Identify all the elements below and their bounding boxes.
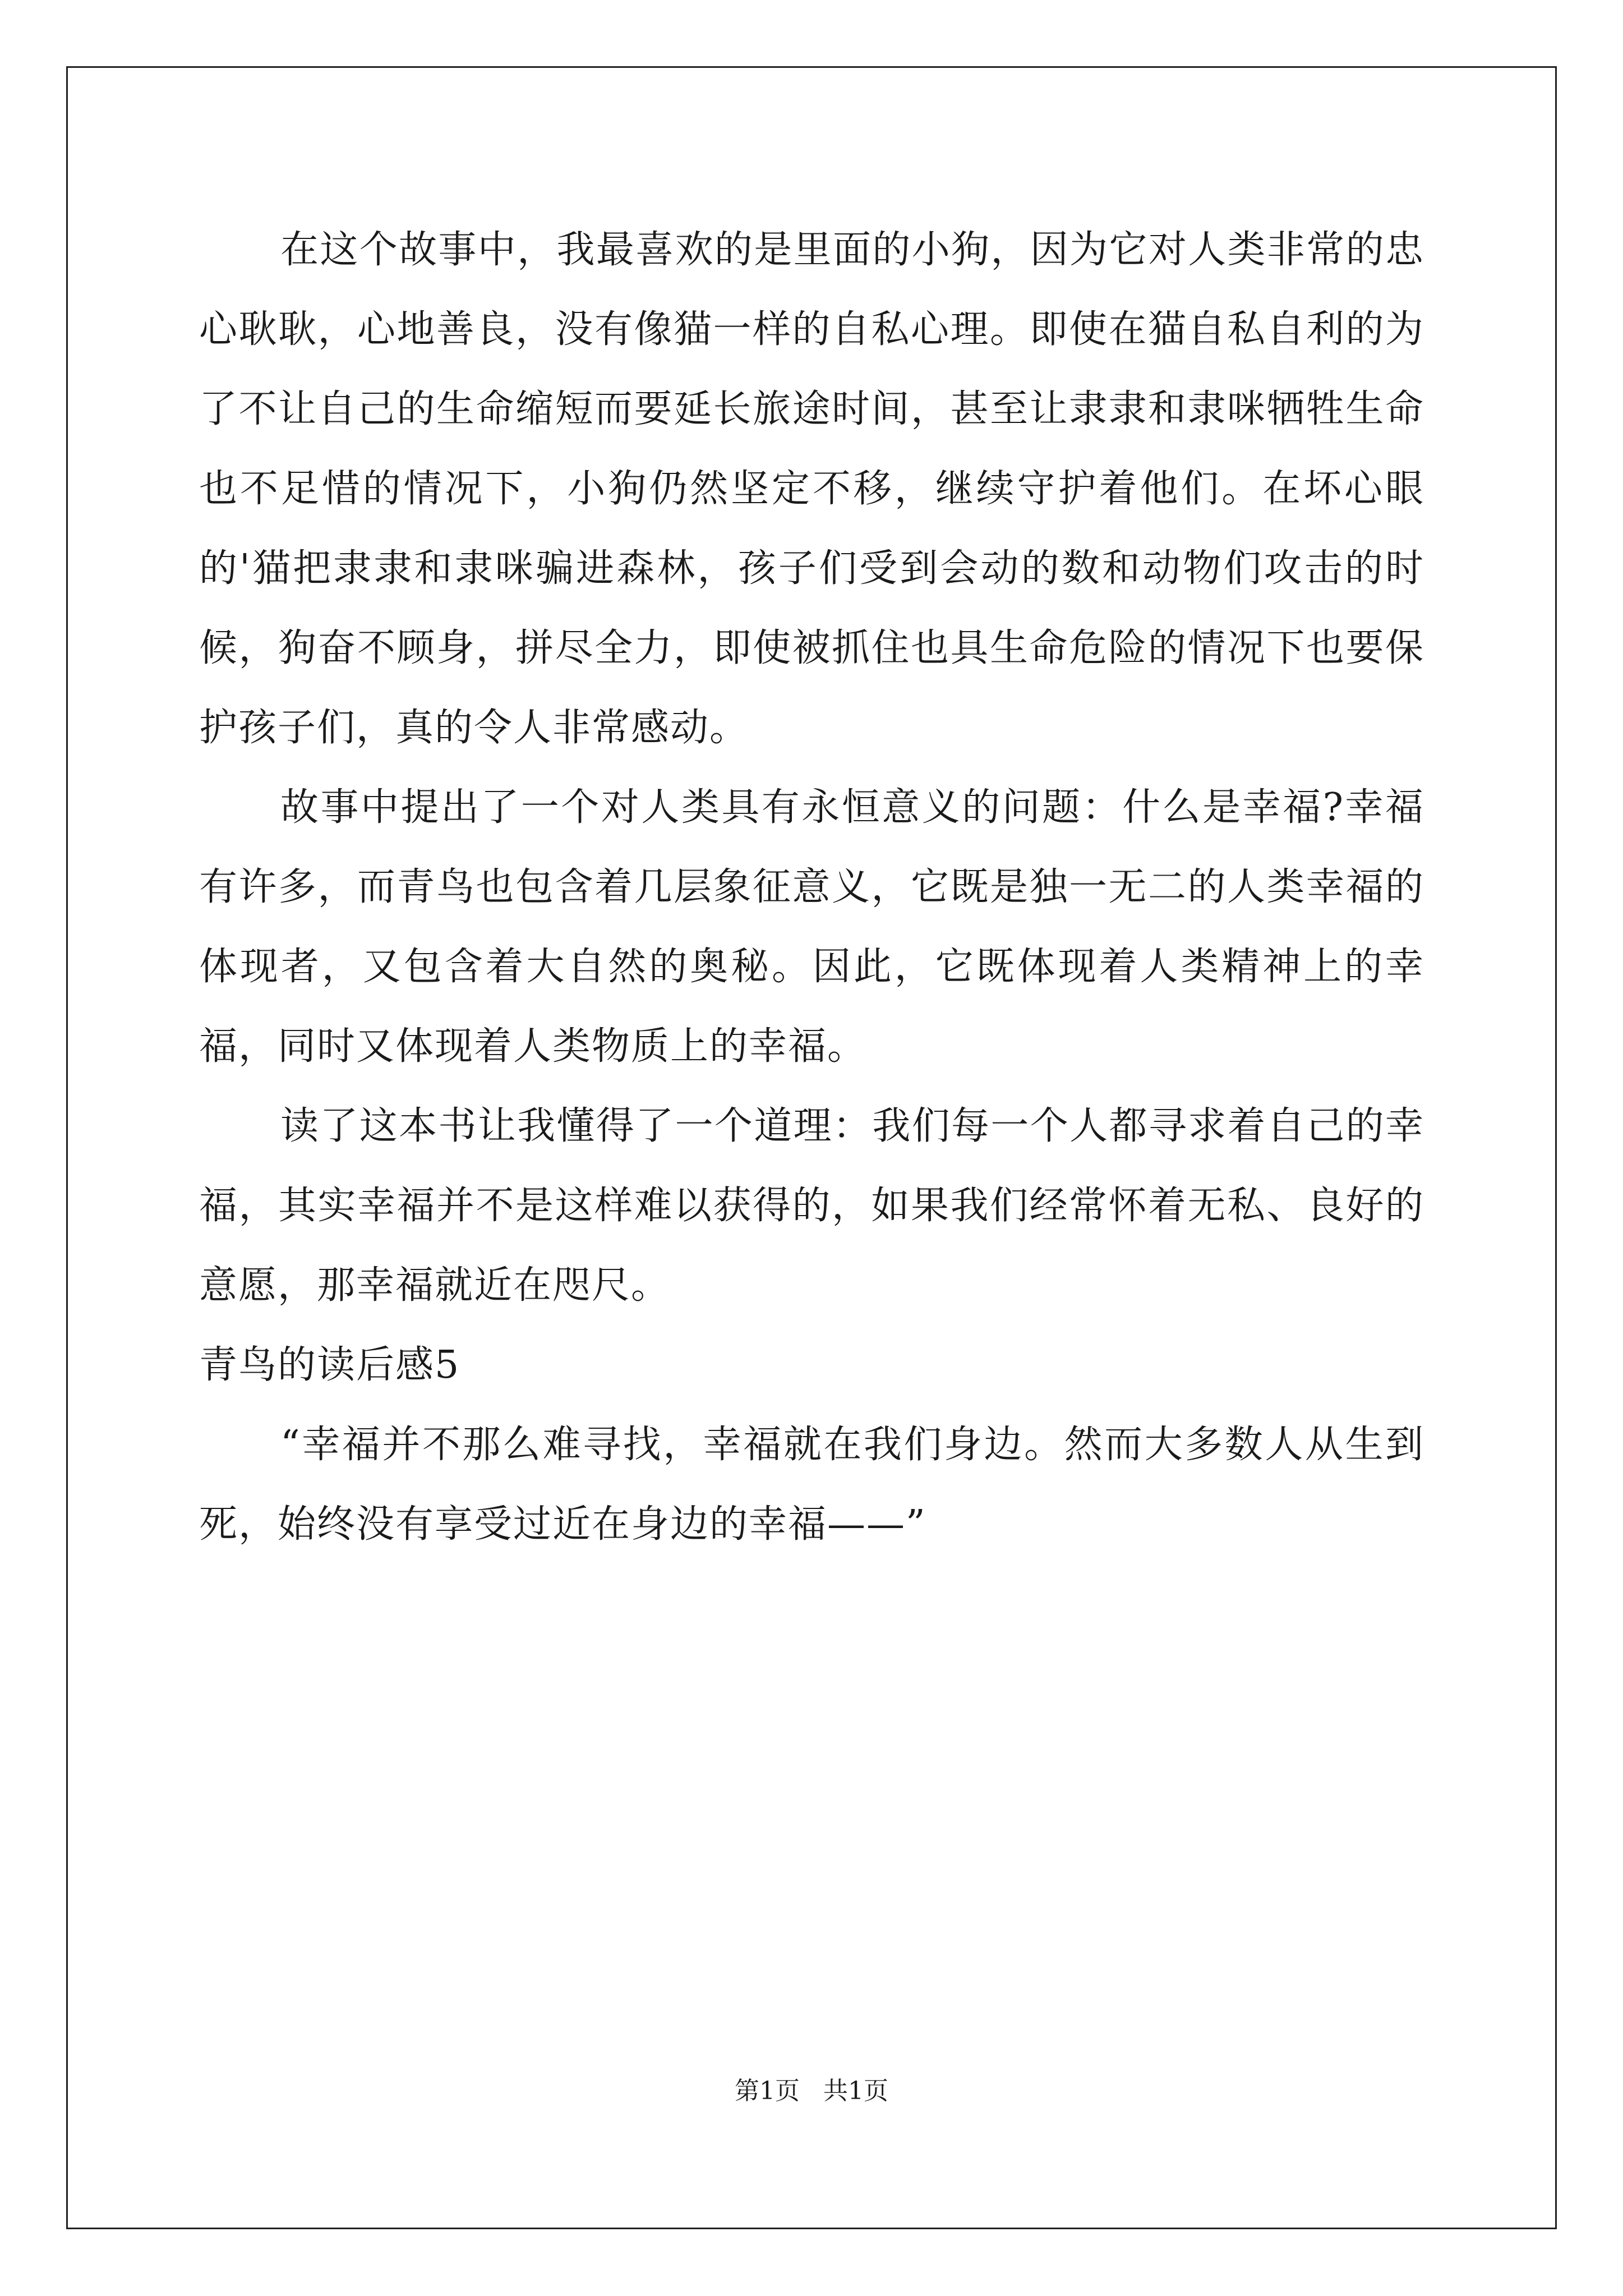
quote-paragraph: “幸福并不那么难寻找，幸福就在我们身边。然而大多数人从生到死，始终没有享受过近在身边的幸福——” [199,1423,1424,1547]
paragraph-2: 故事中提出了一个对人类具有永恒意义的问题：什么是幸福?幸福有许多，而青鸟也包含着几层象征意义，它既是独一无二的人类幸福的体现者，又包含着大自然的奥秘。因此，它既体现着人类精神上的幸福，同时又体现着人类物质上的幸福。 [199,785,1424,1069]
page-footer [0,2074,1623,2108]
page-total: 共1页 [823,2077,888,2105]
paragraph-3: 读了这本书让我懂得了一个道理：我们每一个人都寻求着自己的幸福，其实幸福并不是这样难以获得的，如果我们经常怀着无私、良好的意愿，那幸福就近在咫尺。 [199,1104,1424,1308]
document-body [199,210,1424,1565]
section-heading: 青鸟的读后感5 [199,1343,460,1387]
paragraph-1: 在这个故事中，我最喜欢的是里面的小狗，因为它对人类非常的忠心耿耿，心地善良，没有像猫一样的自私心理。即使在猫自私自利的为了不让自己的生命缩短而要延长旅途时间，甚至让隶隶和隶咪牺牲生命也不足惜的情况下，小狗仍然坚定不移，继续守护着他们。在坏心眼的'猫把隶隶和隶咪骗进森林，孩子们受到会动的数和动物们攻击的时候，狗奋不顾身，拼尽全力，即使被抓住也具生命危险的情况下也要保护孩子们，真的令人非常感动。 [199,228,1424,750]
page-number: 第1页 [735,2077,800,2105]
